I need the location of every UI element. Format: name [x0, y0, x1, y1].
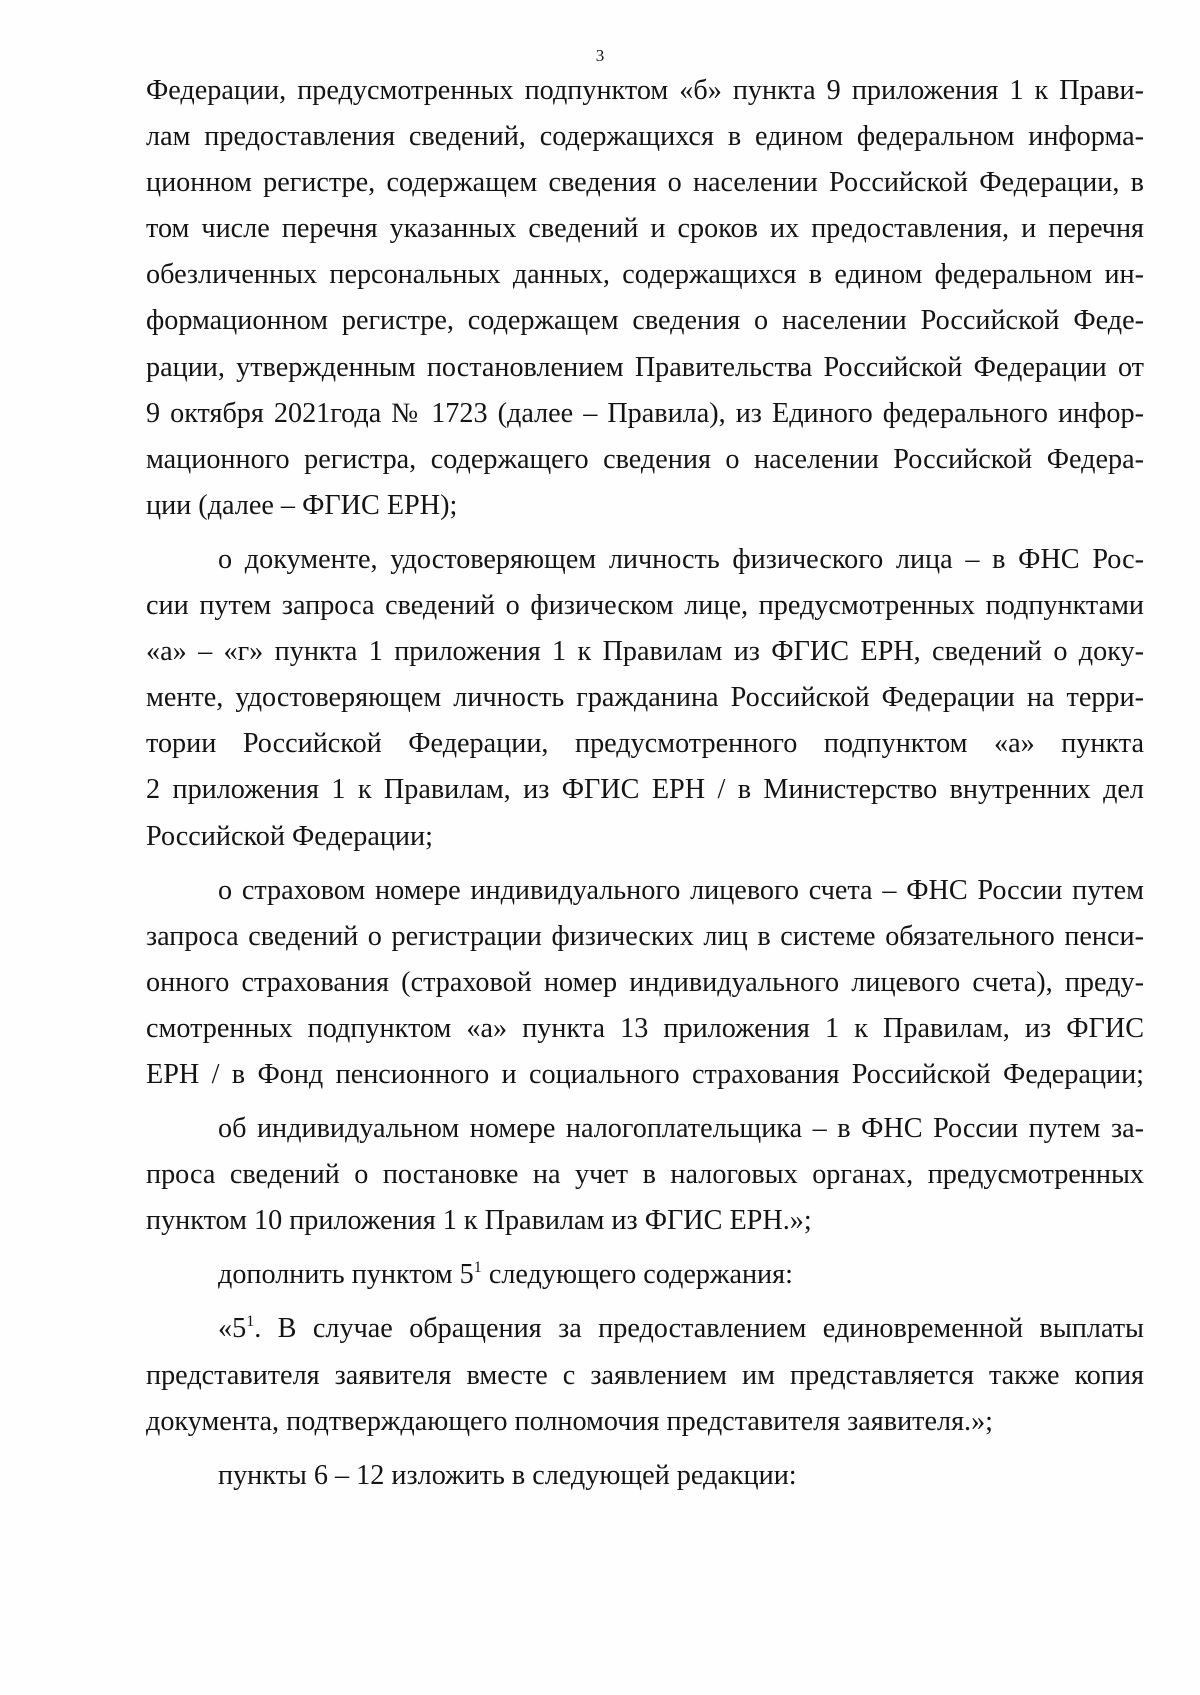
document-body: [146, 68, 1144, 1499]
text-line: 9 октября 2021года № 1723 (далее – Правила), из Единого федерального инфор-: [146, 397, 1144, 429]
text-line: ЕРН / в Фонд пенсионного и социального страхования Российской Федерации;: [146, 1058, 1144, 1090]
paragraph-intro: [146, 68, 1144, 529]
text-line: 2 приложения 1 к Правилам, из ФГИС ЕРН / в Министерство внутренних дел: [146, 774, 1144, 806]
text-line: мационного регистра, содержащего сведения о населении Российской Федера-: [146, 443, 1144, 475]
text-line: об индивидуальном номере налогоплательщика – в ФНС России путем за-: [218, 1113, 1144, 1145]
text-line: формационном регистре, содержащем сведения о населении Российской Феде-: [146, 305, 1144, 337]
page-number: 3: [595, 46, 605, 65]
text-line: «а» – «г» пункта 1 приложения 1 к Правилам из ФГИС ЕРН, сведений о доку-: [146, 636, 1144, 668]
text-line: ции (далее – ФГИС ЕРН);: [146, 489, 458, 521]
text-line: [146, 1306, 1144, 1352]
text-line: Федерации, предусмотренных подпунктом «б» пункта 9 приложения 1 к Прави-: [146, 75, 1144, 106]
text-line: ционном регистре, содержащем сведения о населении Российской Федерации, в: [146, 167, 1144, 199]
text-line: Российской Федерации;: [146, 820, 433, 852]
text-fragment: . В случае обращения за предоставлением единовременной выплаты: [254, 1313, 1144, 1345]
text-line: том числе перечня указанных сведений и сроков их предоставления, и перечня: [146, 213, 1144, 245]
text-fragment: следующего содержания:: [481, 1259, 793, 1291]
text-line: смотренных подпунктом «а» пункта 13 приложения 1 к Правилам, из ФГИС: [146, 1012, 1144, 1044]
paragraph-insurance-number: [146, 868, 1144, 1098]
paragraph-point-5-1: [146, 1306, 1144, 1444]
superscript: 1: [473, 1259, 482, 1277]
text-line: сии путем запроса сведений о физическом лице, предусмотренных подпунктами: [146, 590, 1144, 622]
text-line: документа, подтверждающего полномочия представителя заявителя.»;: [146, 1405, 993, 1437]
text-line: обезличенных персональных данных, содержащихся в едином федеральном ин-: [146, 259, 1144, 291]
text-line: пунктом 10 приложения 1 к Правилам из ФГИС ЕРН.»;: [146, 1205, 812, 1237]
paragraph-identity-document: [146, 537, 1144, 860]
paragraph-points-6-12: [146, 1453, 1144, 1499]
text-fragment: дополнить пунктом 5: [218, 1259, 474, 1291]
paragraph-taxpayer-number: [146, 1106, 1144, 1244]
text-line: [146, 1252, 1144, 1298]
text-line: рации, утвержденным постановлением Правительства Российской Федерации от: [146, 351, 1144, 383]
text-line: представителя заявителя вместе с заявлением им представляется также копия: [146, 1359, 1144, 1391]
text-fragment: «5: [218, 1313, 247, 1345]
text-line: менте, удостоверяющем личность гражданина Российской Федерации на терри-: [146, 682, 1144, 714]
text-line: лам предоставления сведений, содержащихся в едином федеральном информа-: [146, 121, 1144, 153]
text-line: о страховом номере индивидуального лицевого счета – ФНС России путем: [218, 874, 1144, 906]
text-line: проса сведений о постановке на учет в налоговых органах, предусмотренных: [146, 1159, 1144, 1191]
text-line: тории Российской Федерации, предусмотренного подпунктом «а» пункта: [146, 728, 1144, 760]
text-line: запроса сведений о регистрации физических лиц в системе обязательного пенси-: [146, 920, 1144, 952]
paragraph-add-point: [146, 1252, 1144, 1298]
text-line: пункты 6 – 12 изложить в следующей редакции:: [218, 1459, 797, 1491]
text-line: онного страхования (страховой номер индивидуального лицевого счета), преду-: [146, 966, 1144, 998]
text-line: о документе, удостоверяющем личность физического лица – в ФНС Рос-: [218, 543, 1144, 575]
superscript: 1: [246, 1313, 255, 1331]
